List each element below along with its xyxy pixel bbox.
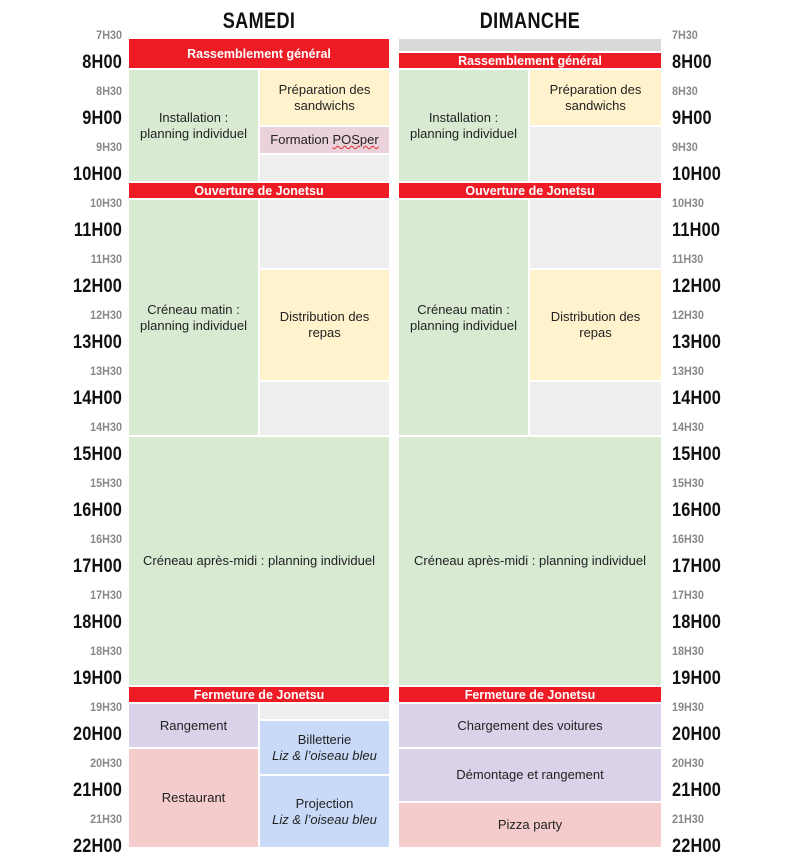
left-time-label: 16H30 xyxy=(90,532,122,546)
sat-rassemblement: Rassemblement général xyxy=(128,38,390,69)
sun-installation: Installation : planning individuel xyxy=(398,69,529,182)
left-time-label: 13H00 xyxy=(72,332,122,353)
sat-billetterie xyxy=(259,720,390,775)
left-time-label: 20H30 xyxy=(90,756,122,770)
sat-formation-label xyxy=(270,132,378,148)
sun-fermeture: Fermeture de Jonetsu xyxy=(398,686,662,703)
right-time-label: 18H30 xyxy=(672,644,704,658)
right-time-label: 17H00 xyxy=(672,556,722,577)
right-time-label: 11H00 xyxy=(672,220,721,241)
left-time-label: 18H30 xyxy=(90,644,122,658)
right-time-label: 22H00 xyxy=(672,836,722,857)
sat-projection xyxy=(259,775,390,848)
sat-formation-word: POSper xyxy=(332,132,379,147)
sat-ouverture: Ouverture de Jonetsu xyxy=(128,182,390,199)
sun-rassemblement: Rassemblement général xyxy=(398,52,662,69)
left-time-label: 21H30 xyxy=(90,812,122,826)
right-time-label: 10H00 xyxy=(672,164,722,185)
left-time-label: 16H00 xyxy=(72,500,122,521)
sunday-header: DIMANCHE xyxy=(479,8,581,33)
right-time-label: 16H30 xyxy=(672,532,704,546)
sat-empty-slot-3 xyxy=(259,381,390,436)
sat-creneau-apres-midi: Créneau après-midi : planning individuel xyxy=(128,436,390,686)
left-time-label: 14H30 xyxy=(90,420,122,434)
sun-creneau-matin: Créneau matin : planning individuel xyxy=(398,199,529,436)
right-time-label: 14H30 xyxy=(672,420,704,434)
left-time-label: 21H00 xyxy=(72,780,122,801)
left-time-label: 10H00 xyxy=(72,164,122,185)
left-time-label: 12H00 xyxy=(72,276,122,297)
sat-billetterie-film: Liz & l’oiseau bleu xyxy=(272,747,377,763)
sun-demontage: Démontage et rangement xyxy=(398,748,662,802)
right-time-label: 7H30 xyxy=(672,28,698,42)
sat-billetterie-title: Billetterie xyxy=(297,731,352,747)
left-time-label: 9H30 xyxy=(96,140,122,154)
left-time-label: 19H00 xyxy=(72,668,122,689)
right-time-label: 19H00 xyxy=(672,668,722,689)
left-time-label: 10H30 xyxy=(90,196,122,210)
left-time-label: 20H00 xyxy=(72,724,122,745)
left-time-label: 15H30 xyxy=(90,476,122,490)
left-time-label: 17H00 xyxy=(72,556,122,577)
right-time-label: 21H00 xyxy=(672,780,722,801)
right-time-label: 12H30 xyxy=(672,308,704,322)
sat-distribution-repas: Distribution des repas xyxy=(259,269,390,381)
right-time-label: 8H30 xyxy=(672,84,698,98)
sun-creneau-apres-midi: Créneau après-midi : planning individuel xyxy=(398,436,662,686)
sun-chargement: Chargement des voitures xyxy=(398,703,662,748)
sun-ouverture: Ouverture de Jonetsu xyxy=(398,182,662,199)
right-time-label: 10H30 xyxy=(672,196,704,210)
sat-empty-slot-1 xyxy=(259,154,390,182)
sat-restaurant: Restaurant xyxy=(128,748,259,848)
left-time-label: 22H00 xyxy=(72,836,122,857)
right-time-label: 9H00 xyxy=(672,108,712,129)
sat-empty-slot-2 xyxy=(259,199,390,269)
right-time-label: 13H30 xyxy=(672,364,704,378)
right-time-label: 12H00 xyxy=(672,276,722,297)
left-time-label: 14H00 xyxy=(72,388,122,409)
left-time-label: 11H00 xyxy=(73,220,122,241)
sun-pizza-party: Pizza party xyxy=(398,802,662,848)
left-time-label: 13H30 xyxy=(90,364,122,378)
sun-empty-slot-1 xyxy=(529,126,662,182)
left-time-label: 7H30 xyxy=(96,28,122,42)
right-time-label: 13H00 xyxy=(672,332,722,353)
right-time-label: 14H00 xyxy=(672,388,722,409)
sun-distribution-repas: Distribution des repas xyxy=(529,269,662,381)
right-time-label: 15H00 xyxy=(672,444,722,465)
left-time-label: 11H30 xyxy=(90,252,122,266)
sat-empty-slot-4 xyxy=(259,703,390,720)
sun-empty-slot-3 xyxy=(529,381,662,436)
right-time-label: 19H30 xyxy=(672,700,704,714)
right-time-label: 20H30 xyxy=(672,756,704,770)
right-time-label: 18H00 xyxy=(672,612,722,633)
left-time-label: 18H00 xyxy=(72,612,122,633)
left-time-label: 12H30 xyxy=(90,308,122,322)
sat-projection-film: Liz & l’oiseau bleu xyxy=(272,811,377,827)
left-time-label: 15H00 xyxy=(72,444,122,465)
sat-creneau-matin: Créneau matin : planning individuel xyxy=(128,199,259,436)
sat-formation xyxy=(259,126,390,154)
right-time-label: 8H00 xyxy=(672,52,712,73)
sat-fermeture: Fermeture de Jonetsu xyxy=(128,686,390,703)
sat-projection-title: Projection xyxy=(295,795,354,811)
sat-preparation-sandwichs: Préparation des sandwichs xyxy=(259,69,390,126)
sat-rangement: Rangement xyxy=(128,703,259,748)
sun-preparation-sandwichs: Préparation des sandwichs xyxy=(529,69,662,126)
sat-formation-prefix: Formation xyxy=(270,132,333,147)
right-time-label: 21H30 xyxy=(672,812,704,826)
right-time-label: 9H30 xyxy=(672,140,698,154)
saturday-header: SAMEDI xyxy=(222,8,296,33)
right-time-label: 11H30 xyxy=(672,252,704,266)
left-time-label: 19H30 xyxy=(90,700,122,714)
right-time-label: 15H30 xyxy=(672,476,704,490)
sun-empty-slot-2 xyxy=(529,199,662,269)
right-time-label: 17H30 xyxy=(672,588,704,602)
left-time-label: 8H30 xyxy=(96,84,122,98)
right-time-label: 16H00 xyxy=(672,500,722,521)
left-time-label: 8H00 xyxy=(82,52,122,73)
sun-empty-top xyxy=(398,38,662,52)
left-time-label: 9H00 xyxy=(82,108,122,129)
right-time-label: 20H00 xyxy=(672,724,722,745)
left-time-label: 17H30 xyxy=(90,588,122,602)
sat-installation: Installation : planning individuel xyxy=(128,69,259,182)
